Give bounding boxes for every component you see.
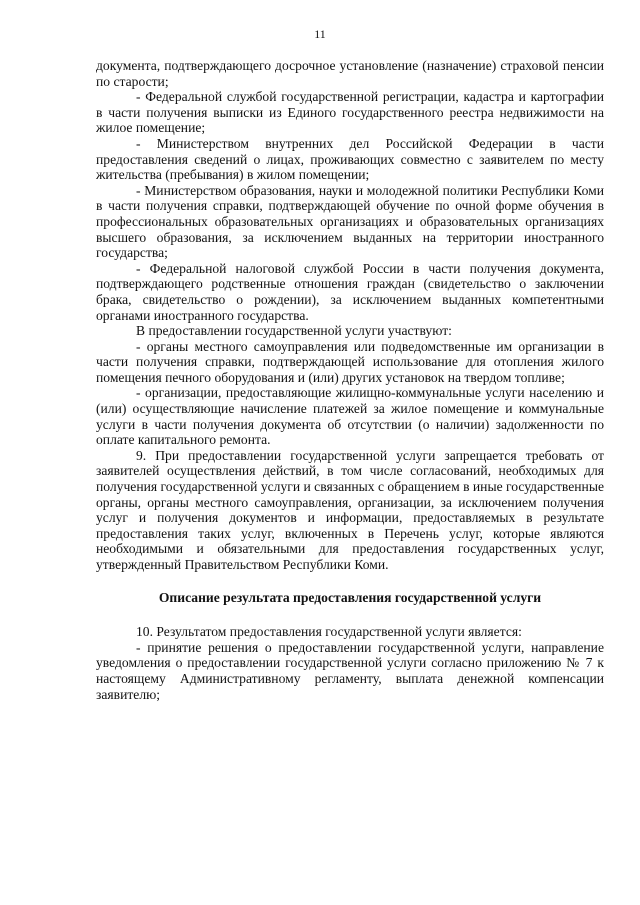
paragraph-utility-organizations: - организации, предоставляющие жилищно-коммунальные услуги населению и (или) осуществляющие начисление платежей за жилое помещение и коммунальные услуги в части получения документа об отсутствии (о наличии) задолженности по оплате капитального ремонта. (96, 385, 604, 448)
paragraph-mvd: - Министерством внутренних дел Российской Федерации в части предоставления сведений о лицах, проживающих совместно с заявителем по месту жительства (пребывания) в жилом помещении; (96, 135, 604, 183)
paragraph-item-9: 9. При предоставлении государственной услуги запрещается требовать от заявителей осуществления действий, в том числе согласований, необходимых для получения государственной услуги и связанных с обращением в иные государственные органы, органы местного самоуправления, организации, за исключением получения услуг и получения документов и информации, предоставляемых в результате предоставления таких услуг, включенных в Перечень услуг, которые являются необходимыми и обязательными для предоставления государственных услуг, утвержденный Правительством Республики Коми. (96, 447, 604, 572)
paragraph-rosreestr: - Федеральной службой государственной регистрации, кадастра и картографии в части получения выписки из Единого государственного реестра недвижимости на жилое помещение; (96, 89, 604, 136)
paragraph-participants-intro: В предоставлении государственной услуги участвуют: (136, 323, 452, 339)
paragraph-item-10: 10. Результатом предоставления государственной услуги является: (136, 624, 522, 640)
page-number: 11 (314, 27, 326, 41)
paragraph-minobr: - Министерством образования, науки и молодежной политики Республики Коми в части получения справки, подтверждающей обучение по очной форме обучения в профессиональных образовательных организациях и образовательных организациях высшего образования, за исключением выданных на территории иностранного государства; (96, 182, 604, 261)
paragraph-result-decision: - принятие решения о предоставлении государственной услуги, направление уведомления о предоставлении государственной услуги согласно приложению № 7 к настоящему Административному регламенту, выплата денежной компенсации заявителю; (96, 639, 604, 702)
section-heading: Описание результата предоставления государственной услуги (158, 589, 542, 605)
paragraph-local-authorities: - органы местного самоуправления или подведомственные им организации в части получения справки, подтверждающей использование для отопления жилого помещения печного оборудования и (или) других установок на твердом топливе; (96, 338, 604, 385)
document-body (96, 58, 604, 702)
paragraph-continuation: документа, подтверждающего досрочное установление (назначение) страховой пенсии по старости; (96, 58, 604, 89)
paragraph-fns: - Федеральной налоговой службой России в части получения документа, подтверждающего родственные отношения граждан (свидетельство о заключении брака, свидетельство о рождении), за исключением выданных компетентными органами иностранного государства. (96, 260, 604, 323)
